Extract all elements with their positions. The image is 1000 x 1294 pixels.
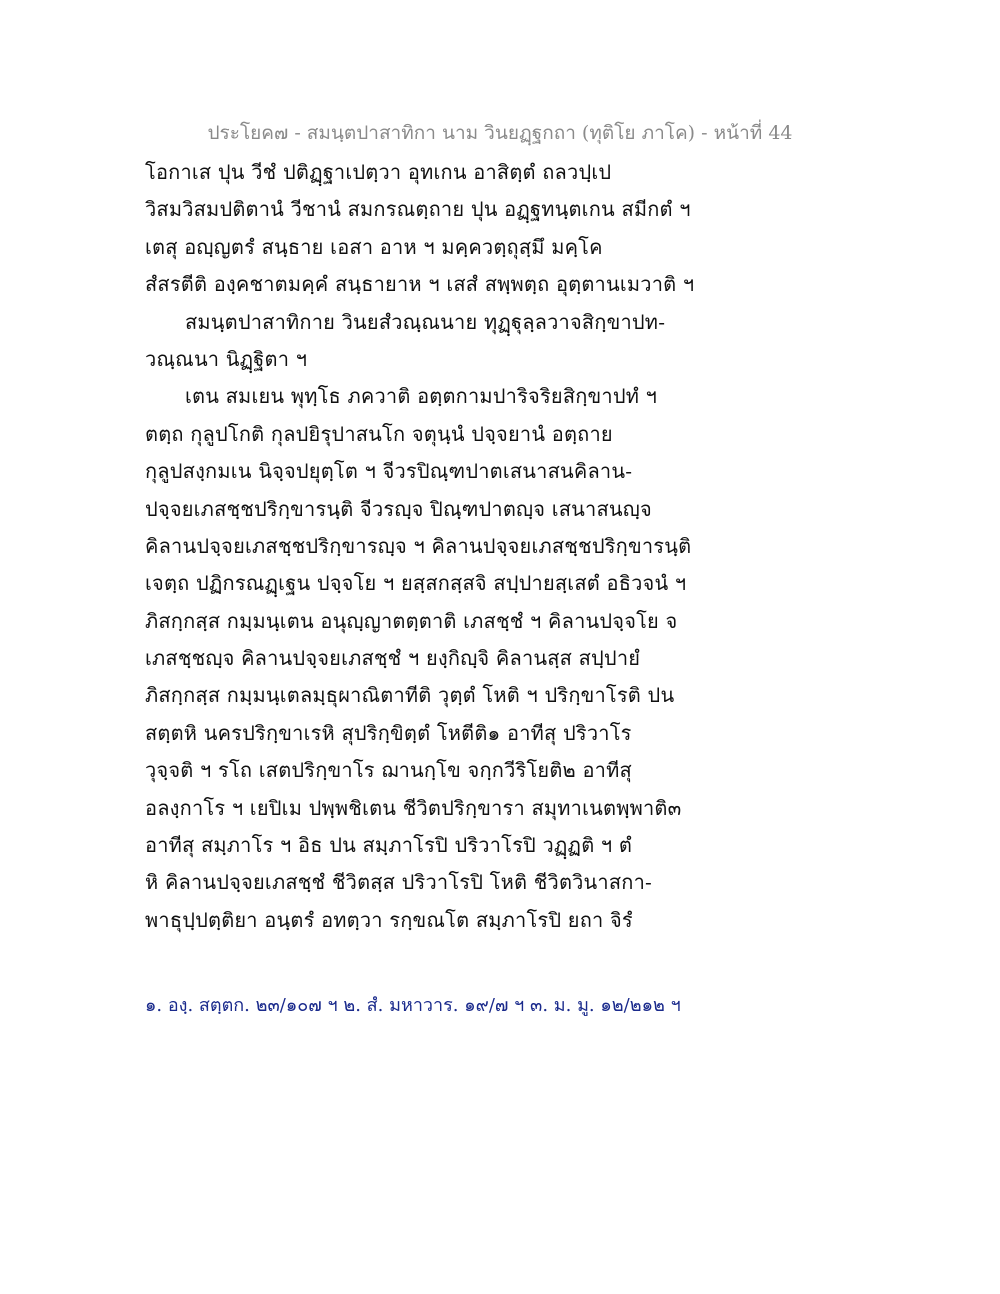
text-line: อาทีสุ สมฺภาโร ฯ อิธ ปน สมฺภาโรปิ ปริวาโรปิ วฏฺฏติ ฯ ตํ bbox=[145, 833, 633, 858]
text-line: สํสรตีติ องฺคชาตมคฺคํ สนฺธายาห ฯ เสสํ สพฺพตฺถ อุตฺตานเมวาติ ฯ bbox=[145, 272, 695, 297]
text-line: กุลูปสงฺกมเน นิจฺจปยุตฺโต ฯ จีวรปิณฺฑปาตเสนาสนคิลาน- bbox=[145, 459, 633, 484]
body-text bbox=[145, 154, 705, 939]
text-line: สตฺตหิ นครปริกฺขาเรหิ สุปริกฺขิตฺตํ โหตีติ๑ อาทีสุ ปริวาโร bbox=[145, 720, 632, 745]
text-line: เภสชฺชญฺจ คิลานปจฺจยเภสชฺชํ ฯ ยงฺกิญฺจิ คิลานสฺส สปฺปายํ bbox=[145, 646, 641, 671]
text-line: พาธุปฺปตฺติยา อนฺตรํ อทตฺวา รกฺขณโต สมฺภาโรปิ ยถา จิรํ bbox=[145, 907, 633, 932]
text-line: หิ คิลานปจฺจยเภสชฺชํ ชีวิตสฺส ปริวาโรปิ โหติ ชีวิตวินาสกา- bbox=[145, 870, 652, 895]
text-line: อลงฺกาโร ฯ เยปิเม ปพฺพชิเตน ชีวิตปริกฺขารา สมุทาเนตพฺพาติ๓ bbox=[145, 795, 682, 820]
text-line: วิสมวิสมปติตานํ วีชานํ สมกรณตฺถาย ปุน อฏฺฐทนฺตเกน สมีกตํ ฯ bbox=[145, 197, 691, 222]
text-line: คิลานปจฺจยเภสชฺชปริกฺขารญฺจ ฯ คิลานปจฺจยเภสชฺชปริกฺขารนฺติ bbox=[145, 533, 692, 558]
text-line: วุจฺจติ ฯ รโถ เสตปริกฺขาโร ฌานกฺโข จกฺกวีริโยติ๒ อาทีสุ bbox=[145, 758, 632, 783]
text-line: ภิสกฺกสฺส กมฺมนฺเตน อนุญฺญาตตฺตาติ เภสชฺชํ ฯ คิลานปจฺจโย จ bbox=[145, 608, 678, 633]
text-line: สมนฺตปาสาทิกาย วินยสํวณฺณนาย ทุฏฺฐุลฺลวาจสิกฺขาปท- bbox=[185, 309, 666, 334]
text-line: ภิสกฺกสฺส กมฺมนฺเตลมฺธุผาณิตาทีติ วุตฺตํ โหติ ฯ ปริกฺขาโรติ ปน bbox=[145, 683, 675, 708]
footnote: ๑. องฺ. สตฺตก. ๒๓/๑๐๗ ฯ ๒. สํ. มหาวาร. ๑๙/๗ ฯ ๓. ม. มู. ๑๒/๒๑๒ ฯ bbox=[145, 995, 681, 1016]
text-line: ตตฺถ กุลูปโกติ กุลปยิรุปาสนโก จตุนฺนํ ปจฺจยานํ อตฺถาย bbox=[145, 421, 613, 446]
text-line: วณฺณนา นิฏฺฐิตา ฯ bbox=[145, 346, 308, 371]
page-header: ประโยค๗ - สมนฺตปาสาทิกา นาม วินยฏฺฐกถา (ทุติโย ภาโค) - หน้าที่ 44 bbox=[207, 122, 793, 144]
text-line: เจตฺถ ปฏิกรณฏฺเฐน ปจฺจโย ฯ ยสฺสกสฺสจิ สปฺปายสฺเสตํ อธิวจนํ ฯ bbox=[145, 571, 687, 596]
text-line: เตน สมเยน พุทฺโธ ภควาติ อตฺตกามปาริจริยสิกฺขาปทํ ฯ bbox=[185, 384, 658, 409]
text-line: เตสุ อญฺญตรํ สนฺธาย เอสา อาห ฯ มคฺควตฺถุสฺมึ มคฺโค bbox=[145, 234, 603, 259]
text-line: ปจฺจยเภสชฺชปริกฺขารนฺติ จีวรญฺจ ปิณฺฑปาตญฺจ เสนาสนญฺจ bbox=[145, 496, 652, 521]
text-line: โอกาเส ปุน วีชํ ปติฏฺฐาเปตฺวา อุทเกน อาสิตฺตํ ถลวปฺเป bbox=[145, 160, 612, 184]
